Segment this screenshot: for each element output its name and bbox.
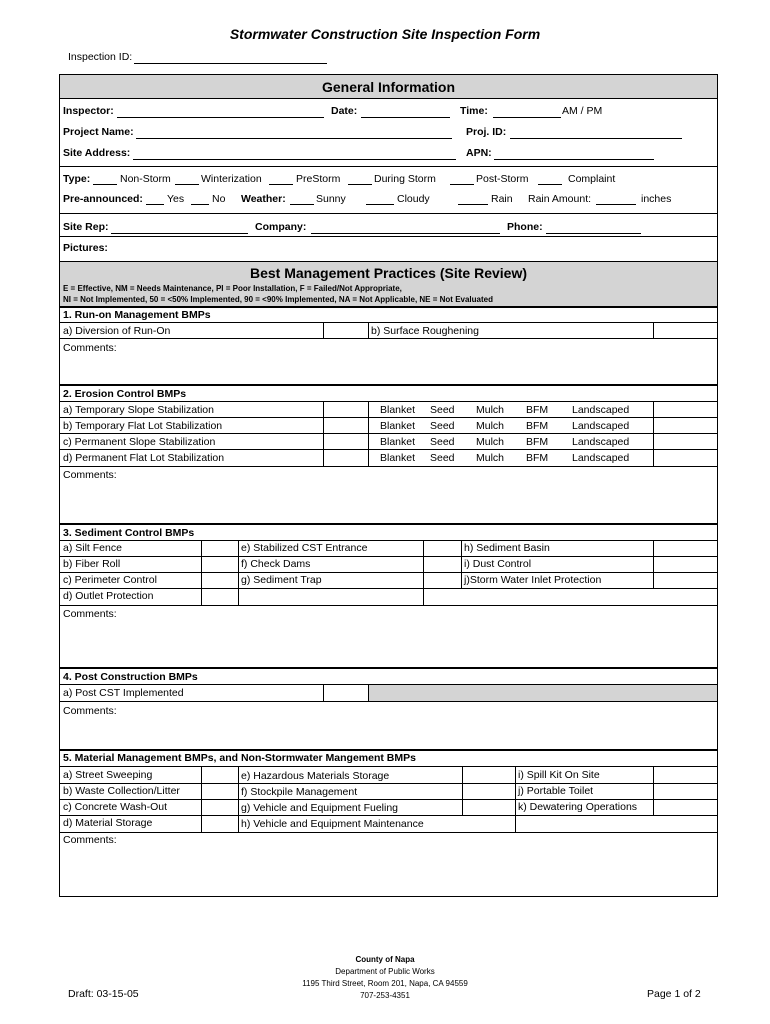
divider — [60, 98, 717, 99]
company-field[interactable] — [311, 233, 500, 234]
cell-border — [515, 766, 516, 832]
divider — [60, 466, 717, 467]
s2-row-a: a) Temporary Slope Stabilization — [63, 404, 214, 416]
s3-title: 3. Sediment Control BMPs — [63, 527, 195, 539]
type-nonstorm: Non-Storm — [120, 173, 171, 185]
s5-comments: Comments: — [63, 834, 117, 846]
yes-blank[interactable] — [146, 204, 164, 205]
apn-field[interactable] — [494, 159, 654, 160]
s3-h: h) Sediment Basin — [464, 542, 550, 554]
divider — [60, 556, 717, 557]
cell-border — [368, 322, 369, 338]
phone-label: Phone: — [507, 221, 543, 233]
s5-j: j) Portable Toilet — [518, 785, 594, 797]
s2-b-landscaped: Landscaped — [572, 420, 630, 432]
cell-border — [323, 401, 324, 466]
divider — [60, 433, 717, 434]
cell-border — [201, 766, 202, 832]
cell-border — [653, 540, 654, 589]
inspection-id-field[interactable] — [134, 63, 327, 64]
type-label: Type: — [63, 173, 91, 185]
cell-border — [461, 540, 462, 589]
divider — [60, 401, 717, 402]
type-prestorm: PreStorm — [296, 173, 341, 185]
s3-f: f) Check Dams — [241, 558, 311, 570]
s2-row-c: c) Permanent Slope Stabilization — [63, 436, 216, 448]
type-complaint-blank[interactable] — [538, 184, 562, 185]
sunny-blank[interactable] — [290, 204, 314, 205]
s2-c-seed: Seed — [430, 436, 455, 448]
project-name-label: Project Name: — [63, 126, 134, 138]
footer-page: Page 1 of 2 — [647, 988, 701, 1000]
divider — [60, 322, 717, 323]
s4-a: a) Post CST Implemented — [63, 687, 184, 699]
s3-j: j)Storm Water Inlet Protection — [464, 574, 602, 586]
cell-border — [368, 401, 369, 466]
proj-id-label: Proj. ID: — [466, 126, 507, 138]
site-address-label: Site Address: — [63, 147, 131, 159]
no-label: No — [212, 193, 226, 205]
cell-border — [462, 766, 463, 816]
s5-h: h) Vehicle and Equipment Maintenance — [241, 818, 424, 830]
bmp-legend-1: E = Effective, NM = Needs Maintenance, PI = Poor Installation, F = Failed/Not Appropriate, — [63, 284, 402, 293]
footer-county: County of Napa — [355, 955, 415, 964]
phone-field[interactable] — [546, 233, 641, 234]
inspector-label: Inspector: — [63, 105, 114, 117]
type-duringstorm: During Storm — [374, 173, 436, 185]
s4-shaded-cell — [369, 685, 717, 701]
s2-c-mulch: Mulch — [476, 436, 505, 448]
s2-c-blanket: Blanket — [380, 436, 416, 448]
bmp-legend-2: NI = Not Implemented, 50 = <50% Implemented, 90 = <90% Implemented, NA = Not Applicable, NE = Not Evaluated — [63, 295, 493, 304]
s3-d: d) Outlet Protection — [63, 590, 154, 602]
s2-c-bfm: BFM — [526, 436, 549, 448]
cell-border — [323, 684, 324, 701]
divider — [60, 384, 717, 386]
cell-border — [238, 540, 239, 605]
type-prestorm-blank[interactable] — [269, 184, 293, 185]
time-label: Time: — [460, 105, 488, 117]
divider — [60, 540, 717, 541]
site-rep-label: Site Rep: — [63, 221, 109, 233]
s5-i: i) Spill Kit On Site — [518, 769, 600, 781]
cloudy-label: Cloudy — [397, 193, 430, 205]
s5-e: e) Hazardous Materials Storage — [241, 770, 390, 782]
s3-g: g) Sediment Trap — [241, 574, 322, 586]
cell-border — [238, 766, 239, 832]
s3-c: c) Perimeter Control — [63, 574, 157, 586]
footer-address: 1195 Third Street, Room 201, Napa, CA 94559 — [302, 979, 468, 988]
divider — [60, 783, 717, 784]
cell-border — [201, 540, 202, 605]
s2-a-bfm: BFM — [526, 404, 549, 416]
s1-title: 1. Run-on Management BMPs — [63, 309, 211, 321]
s2-d-bfm: BFM — [526, 452, 549, 464]
divider — [60, 572, 717, 573]
inches-label: inches — [641, 193, 672, 205]
s2-c-landscaped: Landscaped — [572, 436, 630, 448]
s5-d: d) Material Storage — [63, 817, 153, 829]
weather-label: Weather: — [241, 193, 286, 205]
project-name-field[interactable] — [136, 138, 452, 139]
s2-d-landscaped: Landscaped — [572, 452, 630, 464]
s2-b-bfm: BFM — [526, 420, 549, 432]
s2-b-mulch: Mulch — [476, 420, 505, 432]
rain-label: Rain — [491, 193, 513, 205]
ampm-label: AM / PM — [562, 105, 603, 117]
general-header: General Information — [321, 79, 456, 95]
footer-dept: Department of Public Works — [335, 967, 435, 976]
divider — [60, 832, 717, 833]
s1-item-b: b) Surface Roughening — [371, 325, 479, 337]
s3-b: b) Fiber Roll — [63, 558, 121, 570]
cell-border — [653, 322, 654, 338]
cloudy-blank[interactable] — [366, 204, 394, 205]
rain-amount-label: Rain Amount: — [528, 193, 592, 205]
divider — [60, 799, 717, 800]
s1-item-a: a) Diversion of Run-On — [63, 325, 171, 337]
s2-a-mulch: Mulch — [476, 404, 505, 416]
company-label: Company: — [255, 221, 307, 233]
s1-comments: Comments: — [63, 342, 117, 354]
divider — [60, 523, 717, 525]
cell-border — [653, 766, 654, 816]
s2-a-seed: Seed — [430, 404, 455, 416]
s4-title: 4. Post Construction BMPs — [63, 671, 198, 683]
divider — [60, 701, 717, 702]
form-title: Stormwater Construction Site Inspection Form — [229, 26, 541, 42]
type-complaint: Complaint — [568, 173, 616, 185]
s3-comments: Comments: — [63, 608, 117, 620]
yes-label: Yes — [167, 193, 185, 205]
rain-amount-field[interactable] — [596, 204, 636, 205]
cell-border — [323, 322, 324, 338]
site-address-field[interactable] — [133, 159, 456, 160]
divider — [60, 417, 717, 418]
s5-title: 5. Material Management BMPs, and Non-Stormwater Mangement BMPs — [63, 752, 416, 764]
footer-draft: Draft: 03-15-05 — [68, 988, 139, 1000]
divider — [60, 605, 717, 606]
s2-b-blanket: Blanket — [380, 420, 416, 432]
type-winterization-blank[interactable] — [175, 184, 199, 185]
footer-phone: 707-253-4351 — [360, 991, 410, 1000]
preannounced-label: Pre-announced: — [63, 193, 143, 205]
divider — [60, 766, 717, 767]
divider — [60, 815, 717, 816]
divider — [60, 449, 717, 450]
no-blank[interactable] — [191, 204, 209, 205]
divider — [60, 667, 717, 669]
type-duringstorm-blank[interactable] — [348, 184, 372, 185]
divider — [60, 236, 717, 237]
s2-d-mulch: Mulch — [476, 452, 505, 464]
s2-row-d: d) Permanent Flat Lot Stabilization — [63, 452, 225, 464]
type-nonstorm-blank[interactable] — [93, 184, 117, 185]
type-winterization: Winterization — [201, 173, 262, 185]
s2-a-blanket: Blanket — [380, 404, 416, 416]
s2-b-seed: Seed — [430, 420, 455, 432]
s4-comments: Comments: — [63, 705, 117, 717]
type-poststorm: Post-Storm — [476, 173, 529, 185]
s5-a: a) Street Sweeping — [63, 769, 153, 781]
divider — [60, 749, 717, 751]
divider — [60, 213, 717, 214]
s5-f: f) Stockpile Management — [241, 786, 358, 798]
date-field[interactable] — [361, 117, 450, 118]
sunny-label: Sunny — [316, 193, 346, 205]
divider — [60, 588, 717, 589]
s2-title: 2. Erosion Control BMPs — [63, 388, 187, 400]
s2-a-landscaped: Landscaped — [572, 404, 630, 416]
s3-e: e) Stabilized CST Entrance — [241, 542, 368, 554]
s3-a: a) Silt Fence — [63, 542, 122, 554]
divider — [60, 338, 717, 339]
date-label: Date: — [331, 105, 358, 117]
s5-b: b) Waste Collection/Litter — [63, 785, 180, 797]
bmp-header: Best Management Practices (Site Review) — [250, 265, 527, 281]
apn-label: APN: — [466, 147, 492, 159]
pictures-label: Pictures: — [63, 242, 108, 254]
site-rep-field[interactable] — [111, 233, 248, 234]
type-poststorm-blank[interactable] — [450, 184, 474, 185]
cell-border — [423, 540, 424, 605]
s5-g: g) Vehicle and Equipment Fueling — [241, 802, 399, 814]
s5-c: c) Concrete Wash-Out — [63, 801, 168, 813]
inspector-field[interactable] — [117, 117, 324, 118]
s2-d-seed: Seed — [430, 452, 455, 464]
divider — [60, 306, 717, 308]
rain-blank[interactable] — [458, 204, 488, 205]
divider — [60, 166, 717, 167]
cell-border — [653, 401, 654, 466]
s5-k: k) Dewatering Operations — [518, 801, 638, 813]
time-field[interactable] — [493, 117, 561, 118]
inspection-id-label: Inspection ID: — [68, 51, 133, 63]
s3-i: i) Dust Control — [464, 558, 532, 570]
s2-d-blanket: Blanket — [380, 452, 416, 464]
proj-id-field[interactable] — [510, 138, 682, 139]
s2-comments: Comments: — [63, 469, 117, 481]
s2-row-b: b) Temporary Flat Lot Stabilization — [63, 420, 223, 432]
